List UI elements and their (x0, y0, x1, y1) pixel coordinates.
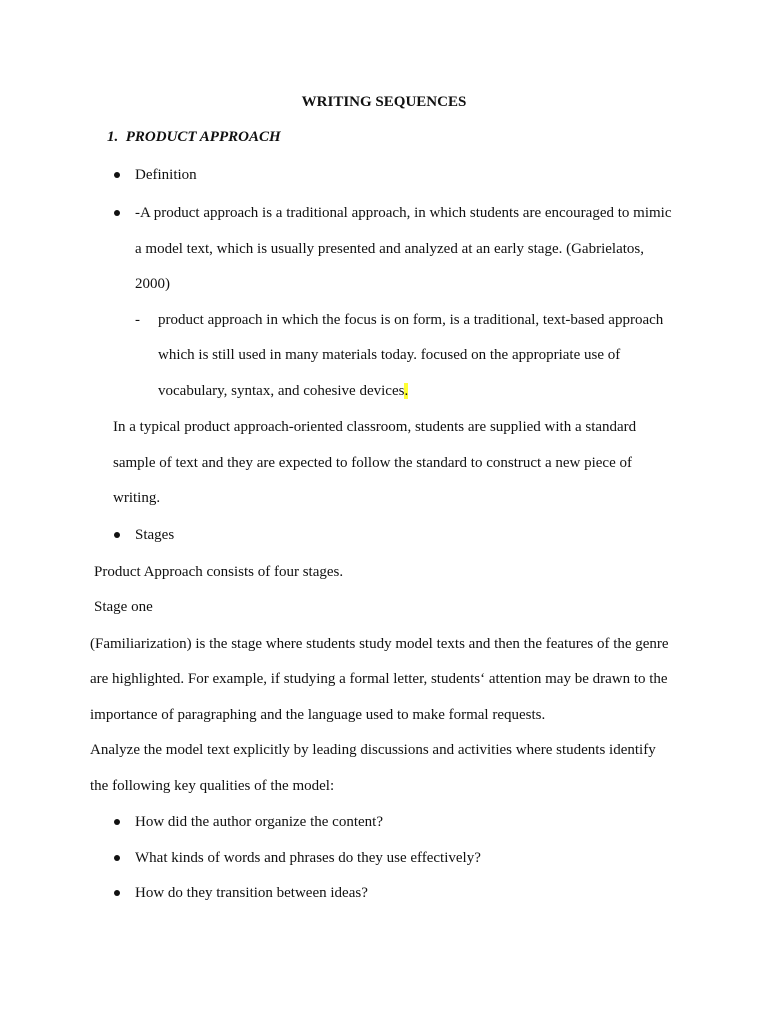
highlighted-period: . (404, 383, 409, 399)
bullet-dot (114, 532, 120, 538)
definition-line: a model text, which is usually presented and analyzed at an early stage. (Gabrielatos, (135, 241, 644, 257)
question-item: What kinds of words and phrases do they use effectively? (135, 850, 481, 866)
classroom-line: writing. (113, 490, 161, 506)
question-item: How do they transition between ideas? (135, 885, 368, 901)
familiarization-line: (Familiarization) is the stage where students study model texts and then the features of the genre (90, 636, 669, 652)
document-title: WRITING SEQUENCES (301, 94, 467, 110)
stages-intro: Product Approach consists of four stages. (94, 564, 344, 580)
section-heading (107, 128, 281, 146)
question-item: How did the author organize the content? (135, 814, 383, 830)
analyze-line: Analyze the model text explicitly by leading discussions and activities where students identify (90, 742, 656, 758)
bullet-stages: Stages (135, 527, 175, 543)
stage-one-label: Stage one (94, 599, 153, 615)
bullet-dot (114, 890, 120, 896)
definition-line: 2000) (135, 276, 170, 292)
bullet-dot (114, 819, 120, 825)
section-number: 1. (107, 129, 119, 145)
sub-line: product approach in which the focus is on form, is a traditional, text-based approach (158, 312, 664, 328)
familiarization-line: are highlighted. For example, if studying a formal letter, students‘ attention may be drawn to the (90, 671, 668, 687)
sub-line-last (158, 382, 408, 400)
classroom-line: sample of text and they are expected to follow the standard to construct a new piece of (113, 455, 632, 471)
analyze-line: the following key qualities of the model: (90, 778, 335, 794)
definition-line: -A product approach is a traditional approach, in which students are encouraged to mimic (135, 205, 672, 221)
sub-line: which is still used in many materials today. focused on the appropriate use of (158, 347, 621, 363)
bullet-definition: Definition (135, 167, 197, 183)
sub-line-text: vocabulary, syntax, and cohesive devices (158, 383, 405, 399)
familiarization-line: importance of paragraphing and the language used to make formal requests. (90, 707, 546, 723)
bullet-dot (114, 210, 120, 216)
section-title: PRODUCT APPROACH (125, 129, 281, 145)
bullet-dot (114, 172, 120, 178)
dash-marker: - (135, 312, 140, 328)
bullet-dot (114, 855, 120, 861)
classroom-line: In a typical product approach-oriented classroom, students are supplied with a standard (113, 419, 637, 435)
